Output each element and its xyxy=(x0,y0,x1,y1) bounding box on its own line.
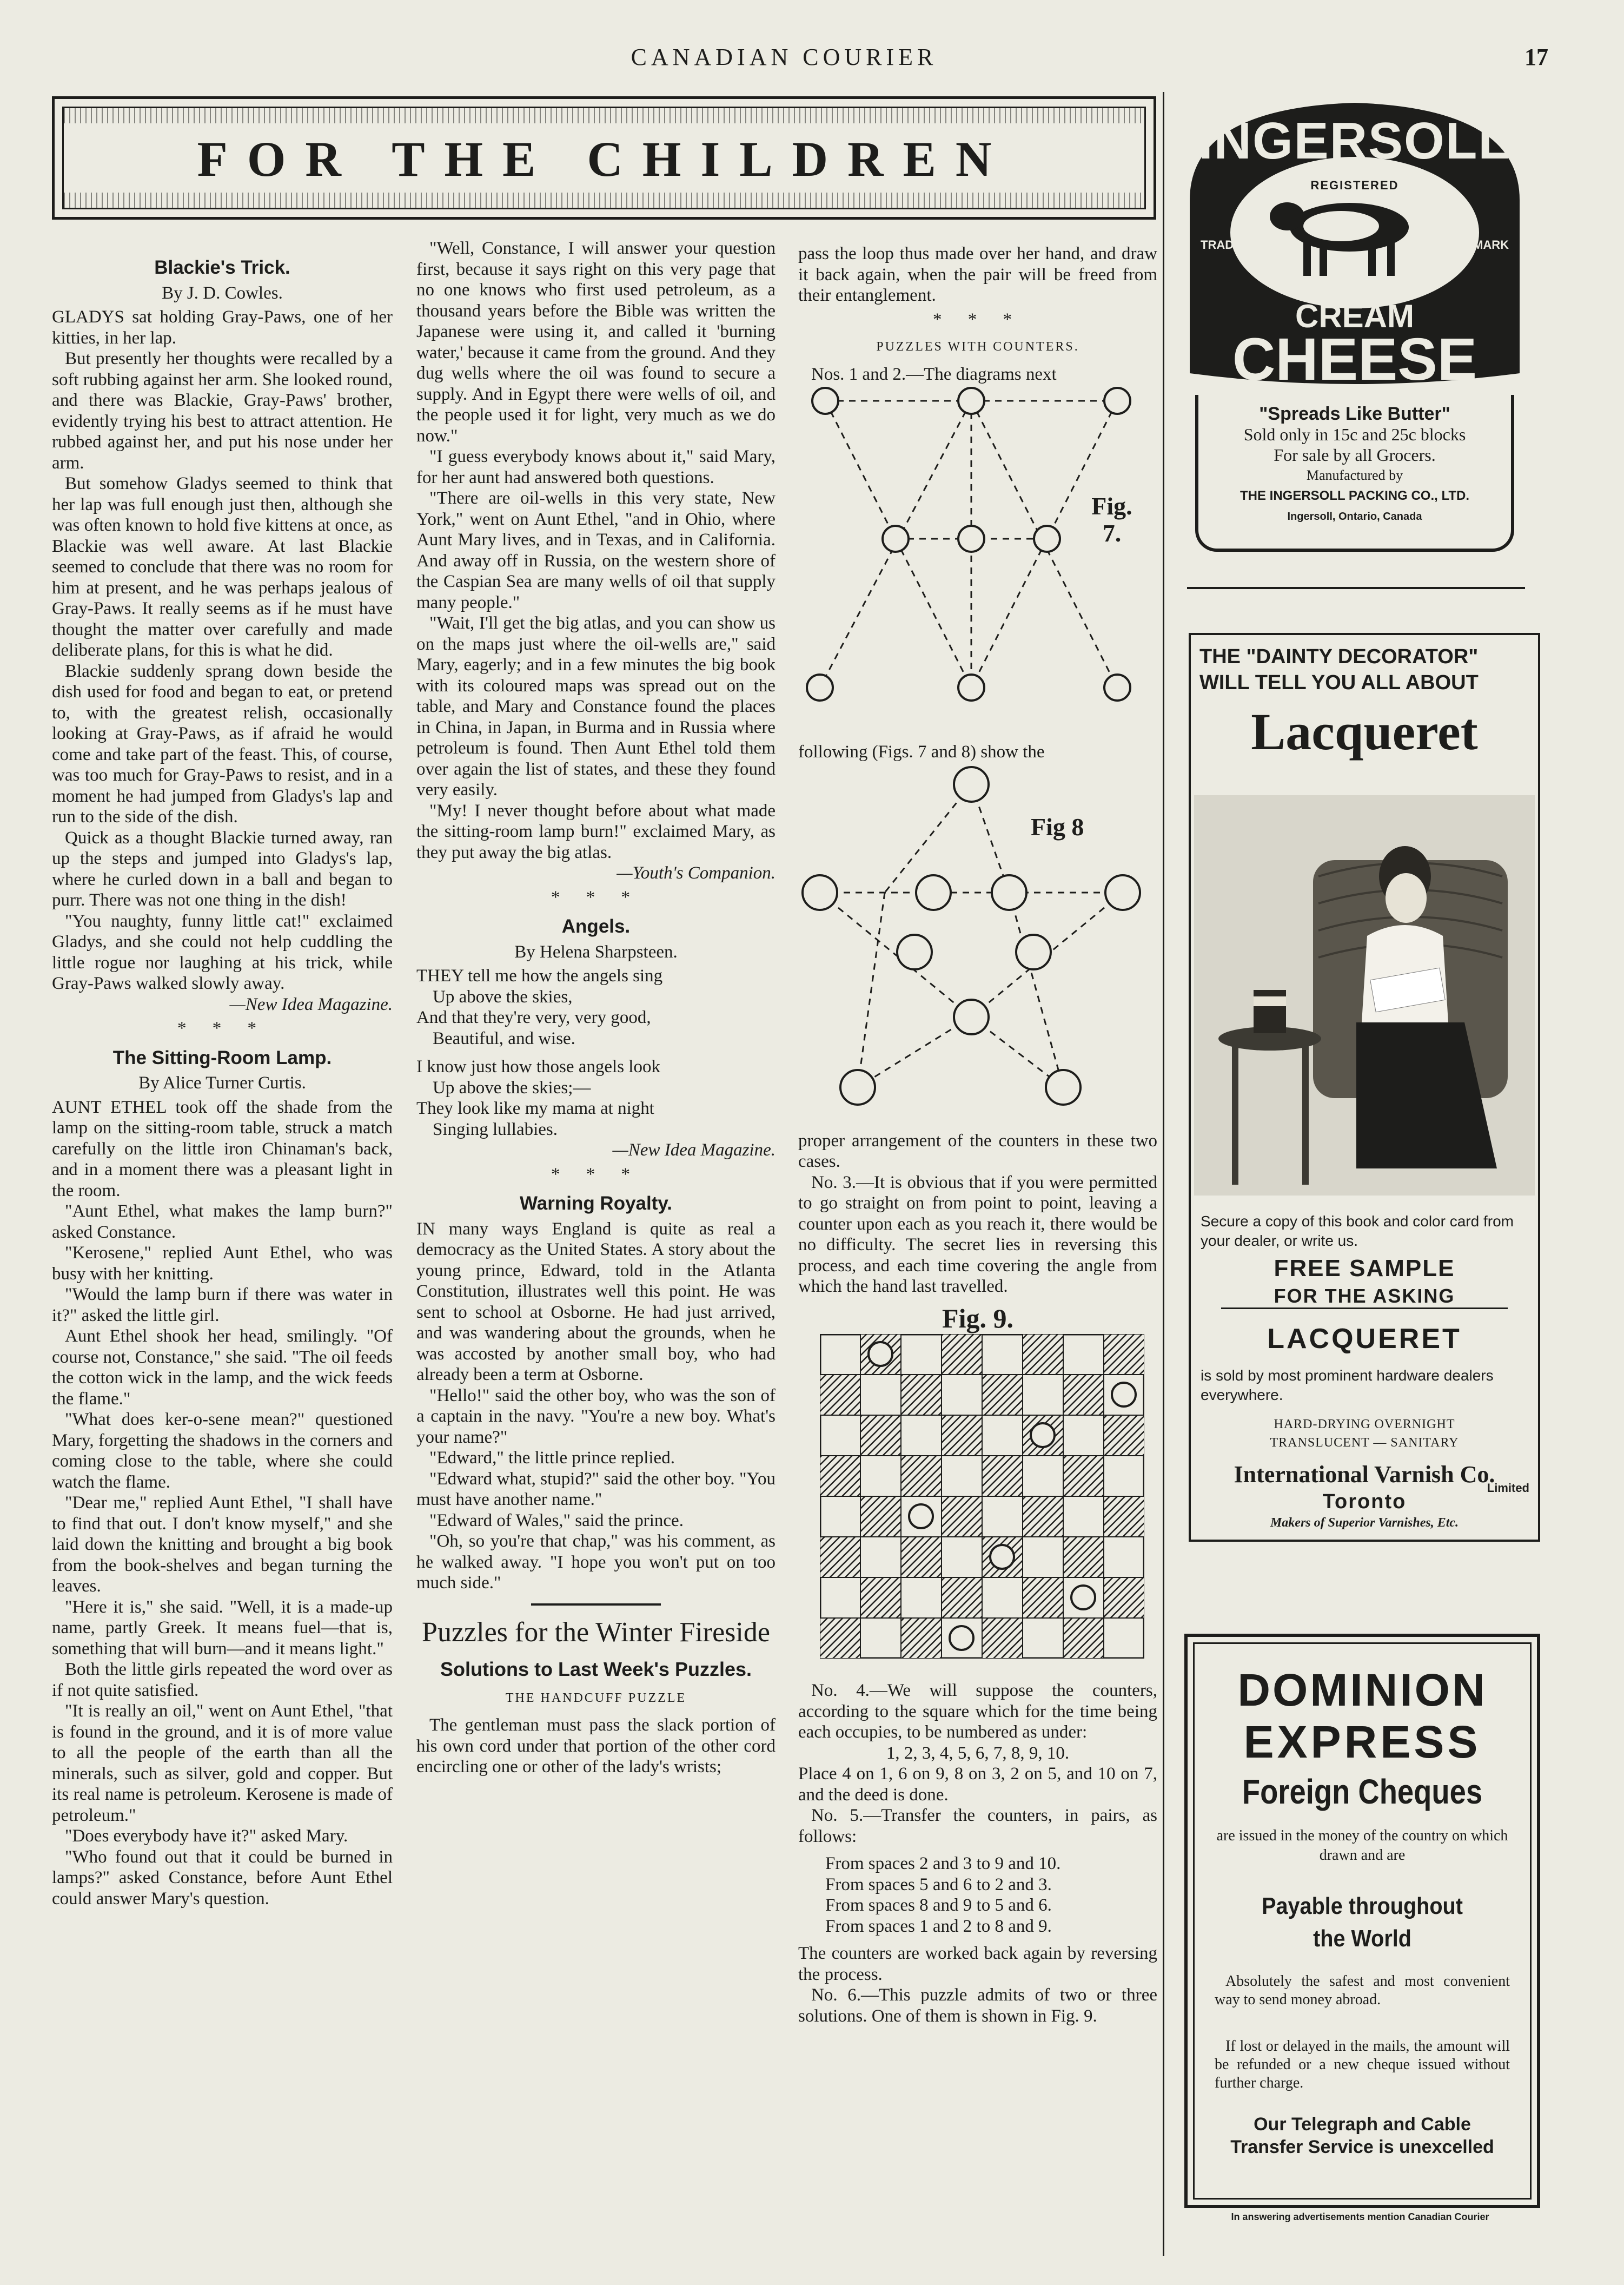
ad-lacqueret xyxy=(1189,633,1540,1563)
lacqueret-makers: Makers of Superior Varnishes, Etc. xyxy=(1270,1516,1459,1530)
paragraph: But presently her thoughts were recalled by a soft rubbing against her arm. She looked round, and there was Blackie, Gray-Paws' brother, evidently trying his best to attract attention. He rubbed against her, and put his nose under her arm. xyxy=(52,349,393,473)
board-dark-square xyxy=(942,1415,982,1456)
paragraph: Place 4 on 1, 6 on 9, 8 on 3, 2 on 5, and 10 on 7, and the deed is done. xyxy=(798,1764,1157,1805)
paragraph: The gentleman must pass the slack portion of his own cord under that portion of the other cord encircling one or other of the lady's wrists; xyxy=(416,1715,775,1777)
ingersoll-forsale: For sale by all Grocers. xyxy=(1274,445,1436,465)
puzzles-heading: Puzzles for the Winter Fireside xyxy=(422,1616,770,1648)
lacqueret-drying: HARD-DRYING OVERNIGHT xyxy=(1274,1417,1455,1431)
board-dark-square xyxy=(820,1618,860,1659)
board-dark-square xyxy=(1023,1577,1063,1618)
paragraph: "What does ker-o-sene mean?" questioned Mary, forgetting the shadows in the corners and coming close to the table, where she could watch the flame. xyxy=(52,1410,393,1492)
dominion-lost: If lost or delayed in the mails, the amount will be refunded or a new cheque issued without further charge. xyxy=(1215,2038,1510,2091)
story-author-blackie: By J. D. Cowles. xyxy=(162,283,283,303)
board-dark-square xyxy=(1023,1496,1063,1537)
board-dark-square xyxy=(942,1334,982,1375)
column-3 xyxy=(798,243,1157,2026)
board-dark-square xyxy=(901,1618,942,1659)
paragraph: "You naughty, funny little cat!" exclaimed Gladys, and she could not help cuddling the little rogue nor laughing at his trick, while Gray-Paws walked slowly away. xyxy=(52,911,393,993)
section-separator: * * * xyxy=(551,1164,641,1184)
poem-line: Singing lullabies. xyxy=(433,1119,558,1139)
board-dark-square xyxy=(901,1456,942,1496)
ingersoll-cream: CREAM xyxy=(1295,298,1414,334)
dominion-line2: EXPRESS xyxy=(1243,1716,1481,1767)
lacqueret-secure: Secure a copy of this book and color card from your dealer, or write us. xyxy=(1201,1213,1514,1249)
board-dark-square xyxy=(1063,1537,1104,1577)
board-dark-square xyxy=(982,1456,1023,1496)
board-dark-square xyxy=(1063,1456,1104,1496)
figure-7-diagram xyxy=(798,385,1157,742)
paragraph: "There are oil-wells in this very state, New York," went on Aunt Ethel, "and in Ohio, where Aunt Mary lives, and in Texas, and in California. And away off in Russia, on the western shore of the Caspian Sea are many wells of oil that supply many people." xyxy=(416,488,775,612)
board-dark-square xyxy=(942,1577,982,1618)
poem-line: They look like my mama at night xyxy=(416,1099,654,1118)
paragraph: "Kerosene," replied Aunt Ethel, who was busy with her knitting. xyxy=(52,1243,393,1284)
paragraph: pass the loop thus made over her hand, and draw it back again, when the pair will be freed from their entanglement. xyxy=(798,244,1157,305)
story-author-lamp: By Alice Turner Curtis. xyxy=(138,1073,306,1093)
figure-7-label: Fig. 7. xyxy=(1091,492,1132,547)
move-item: From spaces 1 and 2 to 8 and 9. xyxy=(825,1916,1052,1936)
footer-note: In answering advertisements mention Canadian Courier xyxy=(1231,2211,1489,2222)
section-separator: * * * xyxy=(177,1019,267,1038)
lacqueret-asking: FOR THE ASKING xyxy=(1221,1285,1508,1309)
board-dark-square xyxy=(860,1415,901,1456)
paragraph: The counters are worked back again by reversing the process. xyxy=(798,1944,1157,1984)
ingersoll-cheese: CHEESE xyxy=(1232,326,1477,393)
paragraph: Blackie suddenly sprang down beside the dish used for food and began to eat, or pretend to, with the greatest relish, occasionally looking at Gray-Paws, as if afraid he would come and take part of the feast. This, of course, was too much for Gray-Paws to resist, and in a moment he had jumped from Gladys's lap and run to the side of the dish. xyxy=(52,661,393,827)
lacqueret-brand2: LACQUERET xyxy=(1267,1323,1462,1355)
paragraph: "Who found out that it could be burned in lamps?" asked Constance, before Aunt Ethel could answer Mary's question. xyxy=(52,1847,393,1908)
section-title: FOR THE CHILDREN xyxy=(197,131,1011,187)
lacqueret-brand: Lacqueret xyxy=(1251,703,1478,761)
board-dark-square xyxy=(1063,1618,1104,1659)
board-dark-square xyxy=(1023,1334,1063,1375)
ingersoll-trade: TRADE xyxy=(1201,238,1242,252)
lacqueret-free: FREE SAMPLE xyxy=(1274,1255,1455,1282)
paragraph: "Edward what, stupid?" said the other boy. "You must have another name." xyxy=(416,1469,775,1509)
ingersoll-tagline: "Spreads Like Butter" xyxy=(1259,404,1450,424)
handcuff-heading: THE HANDCUFF PUZZLE xyxy=(505,1690,687,1705)
poem-line: I know just how those angels look xyxy=(416,1057,660,1077)
figure-9-label: Fig. 9. xyxy=(942,1303,1013,1333)
lacqueret-translucent: TRANSLUCENT — SANITARY xyxy=(1270,1436,1459,1450)
board-dark-square xyxy=(1104,1577,1144,1618)
move-item: From spaces 5 and 6 to 2 and 3. xyxy=(825,1874,1052,1894)
paragraph: Quick as a thought Blackie turned away, ran up the steps and jumped into Gladys's lap, where he curled down in a ball and began to purr. There was not one thing in the dish! xyxy=(52,828,393,910)
paragraph: Aunt Ethel shook her head, smilingly. "Of course not, Constance," she said. "The oil feeds the cotton wick in the lamp, and the wick feeds the flame." xyxy=(52,1326,393,1409)
paragraph: "Well, Constance, I will answer your question first, because it says right on this very page that no one knows who first used petroleum, as a thousand years before the Bible was written the Japanese were using it, and called it 'burning water,' because it came from the ground. And they dug wells where the oil was found to secure a supply. And in Egypt there were wells of oil, and the people used it for light, very much as we do now." xyxy=(416,239,775,446)
paragraph: GLADYS sat holding Gray-Paws, one of her kitties, in her lap. xyxy=(52,307,393,348)
dominion-telegraph: Our Telegraph and Cable Transfer Service is unexcelled xyxy=(1230,2114,1494,2157)
dominion-issued: are issued in the money of the country on which drawn and are xyxy=(1216,1827,1508,1864)
board-dark-square xyxy=(820,1456,860,1496)
paragraph: AUNT ETHEL took off the shade from the lamp on the sitting-room table, struck a match carefully on the little iron Chinaman's back, and in a moment there was a pleasant light in the room. xyxy=(52,1097,393,1200)
board-dark-square xyxy=(1104,1415,1144,1456)
lacqueret-line2: WILL TELL YOU ALL ABOUT xyxy=(1199,671,1479,694)
board-dark-square xyxy=(1063,1375,1104,1415)
board-dark-square xyxy=(1104,1334,1144,1375)
paragraph: "Hello!" said the other boy, who was the son of a captain in the navy. "You're a new boy. What's your name?" xyxy=(416,1385,775,1447)
counter-numbers: 1, 2, 3, 4, 5, 6, 7, 8, 9, 10. xyxy=(886,1743,1070,1763)
lacqueret-limited: Limited xyxy=(1487,1481,1529,1495)
ingersoll-mark: MARK xyxy=(1473,238,1509,252)
dominion-safest: Absolutely the safest and most convenient way to send money abroad. xyxy=(1215,1973,1510,2008)
figure-7-area xyxy=(798,385,1157,742)
paragraph: "Wait, I'll get the big atlas, and you can show us on the maps just where the oil-wells are," said Mary, eagerly; and in a few minutes the big book with its coloured maps was spread out on the table, and Mary and Constance found the places in China, in Japan, in Burma and in Russia where petroleum is found. Then Aunt Ethel told them over again the list of states, and these they found very easily. xyxy=(416,613,775,800)
section-banner xyxy=(52,96,1156,220)
column-divider xyxy=(1163,92,1164,2256)
poem-line: Up above the skies, xyxy=(433,987,573,1007)
poem-line: Beautiful, and wise. xyxy=(433,1028,575,1048)
figure-8-label: Fig 8 xyxy=(1031,813,1084,841)
paragraph: "I guess everybody knows about it," said Mary, for her aunt had answered both questions. xyxy=(416,447,775,487)
poem-author-angels: By Helena Sharpsteen. xyxy=(514,942,678,962)
board-dark-square xyxy=(901,1375,942,1415)
paragraph: "Aunt Ethel, what makes the lamp burn?" asked Constance. xyxy=(52,1201,393,1242)
page-header xyxy=(0,43,1624,76)
page-number: 17 xyxy=(1524,44,1548,70)
paragraph: "Would the lamp burn if there was water in it?" asked the little girl. xyxy=(52,1285,393,1325)
board-dark-square xyxy=(860,1577,901,1618)
dominion-line3: Foreign Cheques xyxy=(1242,1772,1483,1811)
board-dark-square xyxy=(982,1618,1023,1659)
figure-8-diagram xyxy=(798,763,1157,1131)
figure-9-area xyxy=(820,1334,1157,1680)
ad-dominion-express xyxy=(1184,1634,1540,2208)
paragraph: "Here it is," she said. "Well, it is a made-up name, partly Greek. It means fuel—that is, something that will burn—and it means light." xyxy=(52,1597,393,1659)
source-credit: —New Idea Magazine. xyxy=(612,1140,775,1160)
paragraph: "Does everybody have it?" asked Mary. xyxy=(65,1826,348,1846)
paragraph: "My! I never thought before about what made the sitting-room lamp burn!" exclaimed Mary, as they put away the big atlas. xyxy=(416,801,775,862)
poem-line: And that they're very, very good, xyxy=(416,1008,651,1027)
figure-8-area xyxy=(798,763,1157,1131)
ad-ingersoll-cheese xyxy=(1179,92,1530,557)
paragraph: No. 4.—We will suppose the counters, according to the square which for the time being each occupies, to be numbered as under: xyxy=(798,1681,1157,1742)
section-separator: * * * xyxy=(551,887,641,907)
column-2 xyxy=(416,238,775,1778)
paragraph: Nos. 1 and 2.—The diagrams next xyxy=(811,364,1057,384)
paragraph: IN many ways England is quite as real a democracy as the United States. A story about the young prince, Edward, told in the Atlanta Constitution, illustrates well this point. He was sent to school at Osborne. He had just arrived, and was wandering about the grounds, when he was accosted by another small boy, who had already been a term at Osborne. xyxy=(416,1219,775,1384)
ingersoll-brand: INGERSOLL xyxy=(1198,112,1511,170)
lacqueret-company: International Varnish Co. xyxy=(1234,1461,1495,1488)
paragraph: "Edward," the little prince replied. xyxy=(429,1448,675,1468)
poem-line: Up above the skies;— xyxy=(433,1078,591,1098)
publication-name: CANADIAN COURIER xyxy=(631,44,938,70)
moves-list xyxy=(798,1853,1157,1937)
paragraph: No. 3.—It is obvious that if you were permitted to go straight on from point to point, leaving a counter upon each as you reach it, there would be no difficulty. The secret lies in reversing this process, and each time covering the angle from which the hand last travelled. xyxy=(798,1172,1157,1296)
dominion-payable1: Payable throughout xyxy=(1262,1893,1463,1919)
paragraph: following (Figs. 7 and 8) show the xyxy=(798,742,1045,762)
solutions-heading: Solutions to Last Week's Puzzles. xyxy=(440,1657,752,1680)
move-item: From spaces 2 and 3 to 9 and 10. xyxy=(825,1854,1061,1873)
move-item: From spaces 8 and 9 to 5 and 6. xyxy=(825,1896,1052,1915)
ingersoll-manufactured: Manufactured by xyxy=(1306,467,1403,483)
lacqueret-sold: is sold by most prominent hardware dealers everywhere. xyxy=(1201,1367,1494,1403)
ingersoll-registered: REGISTERED xyxy=(1310,179,1399,192)
paragraph: "Dear me," replied Aunt Ethel, "I shall have to find that out. I don't know myself," and she laid down the knitting and brought a big book from the book-shelves and began turning the leaves. xyxy=(52,1493,393,1596)
ingersoll-info xyxy=(1195,395,1514,552)
board-dark-square xyxy=(820,1375,860,1415)
lacqueret-line1: THE "DAINTY DECORATOR" xyxy=(1199,645,1479,668)
paragraph: No. 5.—Transfer the counters, in pairs, as follows: xyxy=(798,1806,1157,1846)
story-title-blackie: Blackie's Trick. xyxy=(154,257,290,278)
figure-9-checkerboard xyxy=(820,1334,1144,1659)
source-credit: —Youth's Companion. xyxy=(617,863,775,883)
paragraph: "Oh, so you're that chap," was his comment, as he walked away. "I hope you won't put on too much side." xyxy=(416,1531,775,1593)
lacqueret-city: Toronto xyxy=(1322,1490,1407,1513)
ingersoll-sold: Sold only in 15c and 25c blocks xyxy=(1243,425,1466,444)
dominion-line1: DOMINION xyxy=(1237,1665,1487,1715)
dominion-payable2: the World xyxy=(1313,1925,1411,1952)
paragraph: "Edward of Wales," said the prince. xyxy=(429,1510,684,1530)
board-dark-square xyxy=(860,1496,901,1537)
board-dark-square xyxy=(942,1496,982,1537)
story-title-warning: Warning Royalty. xyxy=(520,1193,672,1214)
board-dark-square xyxy=(901,1537,942,1577)
paragraph: "It is really an oil," went on Aunt Ethel, "that is found in the ground, and it is of more value to all the people of the earth than all the minerals, such as silver, gold and copper. But its real name is petroleum. Kerosene is made of petroleum." xyxy=(52,1701,393,1825)
ad-divider xyxy=(1187,587,1525,589)
paragraph: No. 6.—This puzzle admits of two or three solutions. One of them is shown in Fig. 9. xyxy=(798,1985,1157,2026)
board-dark-square xyxy=(982,1375,1023,1415)
woman-reading-illustration xyxy=(1194,795,1535,1196)
poem-angels xyxy=(416,966,775,1140)
section-separator: * * * xyxy=(933,309,1023,329)
story-title-lamp: The Sitting-Room Lamp. xyxy=(112,1047,332,1068)
poem-title-angels: Angels. xyxy=(561,916,631,937)
board-dark-square xyxy=(820,1537,860,1577)
counters-heading: PUZZLES WITH COUNTERS. xyxy=(876,340,1079,354)
paragraph: Both the little girls repeated the word over as if not quite satisfied. xyxy=(52,1660,393,1700)
poem-line: THEY tell me how the angels sing xyxy=(416,966,663,986)
ingersoll-place: Ingersoll, Ontario, Canada xyxy=(1287,511,1422,523)
board-dark-square xyxy=(1104,1496,1144,1537)
ingersoll-company: THE INGERSOLL PACKING CO., LTD. xyxy=(1239,488,1469,503)
divider-rule xyxy=(531,1603,661,1606)
column-1 xyxy=(52,249,393,1909)
source-credit: —New Idea Magazine. xyxy=(229,994,393,1014)
paragraph: But somehow Gladys seemed to think that her lap was full enough just then, although she was often known to hold five kittens at once, as Blackie was well aware. At last Blackie seemed to conclude that there was no room for him at present, and he was perhaps jealous of Gray-Paws. It really seems as if he must have thought the matter over carefully and made deliberate plans, for this is what he did. xyxy=(52,474,393,660)
paragraph: proper arrangement of the counters in these two cases. xyxy=(798,1131,1157,1171)
